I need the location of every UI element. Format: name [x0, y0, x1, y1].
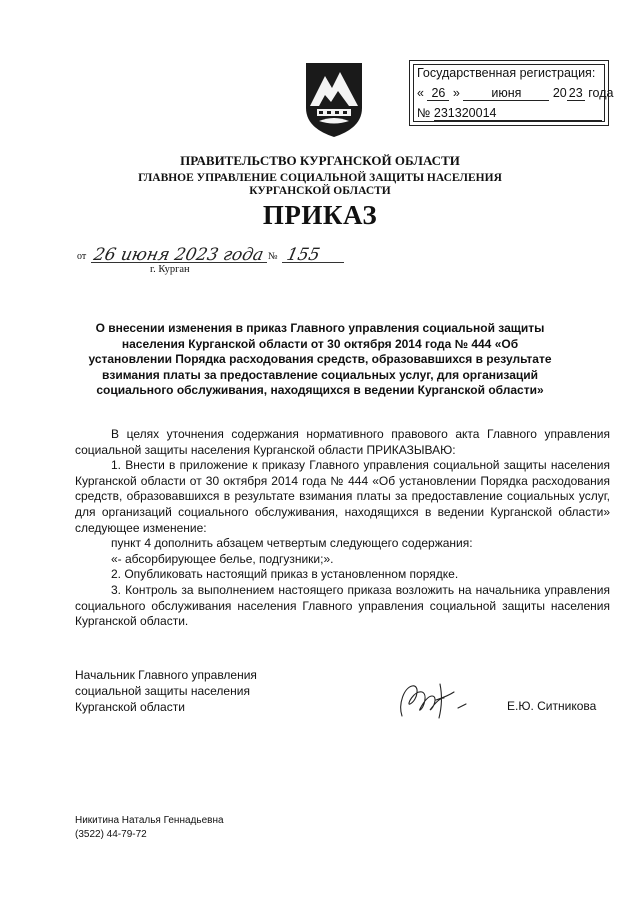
registration-year-suffix: 23 — [567, 86, 585, 101]
body-paragraph-amendment-text: «- абсорбирующее белье, подгузники;». — [111, 551, 334, 566]
registration-open-quote: « — [417, 86, 424, 100]
registration-year-prefix: 20 — [552, 86, 567, 100]
signatory-name: Е.Ю. Ситникова — [507, 699, 597, 713]
document-type-title: ПРИКАЗ — [262, 200, 378, 230]
signatory-position-line1: Начальник Главного управления — [75, 668, 257, 682]
registration-day: 26 — [427, 86, 449, 101]
order-body — [75, 427, 610, 630]
registration-number-label: № — [417, 106, 431, 120]
coat-of-arms-icon — [305, 62, 363, 138]
executor-name: Никитина Наталья Геннадьевна — [75, 815, 224, 826]
body-paragraph-item1: 1. Внести в приложение к приказу Главного управления социальной защиты населения Курганской области от 30 октября 2014 года № 444 «Об установлении Порядка расходования средств, образовавшихся в результате взимания платы за предоставление социальных услуг, для организаций социального обслуживания, находящихся в ведении Курганской области» следующее изменение: — [75, 458, 610, 535]
order-date-label: от — [77, 251, 87, 262]
executor-phone: (3522) 44-79-72 — [75, 829, 147, 840]
body-paragraph-item3: 3. Контроль за выполнением настоящего приказа возложить на начальника управления социального обслуживания населения Главного управления социальной защиты населения Курганской области. — [75, 582, 610, 629]
registration-number-row — [417, 106, 602, 121]
registration-month: июня — [463, 86, 549, 101]
order-date-handwritten: 26 июня 2023 года — [91, 245, 266, 265]
order-city: г. Курган — [150, 264, 190, 275]
handwritten-signature — [396, 678, 468, 722]
registration-close-quote: » — [452, 86, 460, 100]
registration-label: Государственная регистрация: — [417, 66, 596, 80]
order-date-number-row — [77, 244, 347, 266]
body-paragraph-preamble: В целях уточнения содержания нормативного правового акта Главного управления социальной защиты населения Курганской области ПРИКАЗЫВАЮ: — [75, 427, 610, 457]
registration-date — [417, 86, 613, 101]
signatory-position — [75, 667, 257, 715]
government-name: ПРАВИТЕЛЬСТВО КУРГАНСКОЙ ОБЛАСТИ — [180, 153, 460, 168]
order-number-handwritten: 155 — [284, 245, 322, 265]
registration-number: 231320014 — [434, 106, 602, 121]
signatory-position-line3: Курганской области — [75, 700, 185, 714]
order-subject: О внесении изменения в приказ Главного управления социальной защиты населения Курганской области от 30 октября 2014 года № 444 «Об установлении Порядка расходования средств, образовавшихся в результате взимания платы за предоставление социальных услуг, для организаций социального обслуживания, находящихся в ведении Курганской области» — [88, 321, 552, 398]
body-paragraph-item2: 2. Опубликовать настоящий приказ в установленном порядке. — [111, 567, 459, 582]
registration-year-word: года — [588, 86, 614, 100]
body-paragraph-amendment: пункт 4 дополнить абзацем четвертым следующего содержания: — [111, 536, 473, 551]
order-number-label: № — [268, 251, 278, 262]
signatory-position-line2: социальной защиты населения — [75, 684, 250, 698]
department-name-line2: КУРГАНСКОЙ ОБЛАСТИ — [249, 185, 391, 197]
department-name-line1: ГЛАВНОЕ УПРАВЛЕНИЕ СОЦИАЛЬНОЙ ЗАЩИТЫ НАСЕЛЕНИЯ — [138, 172, 502, 184]
